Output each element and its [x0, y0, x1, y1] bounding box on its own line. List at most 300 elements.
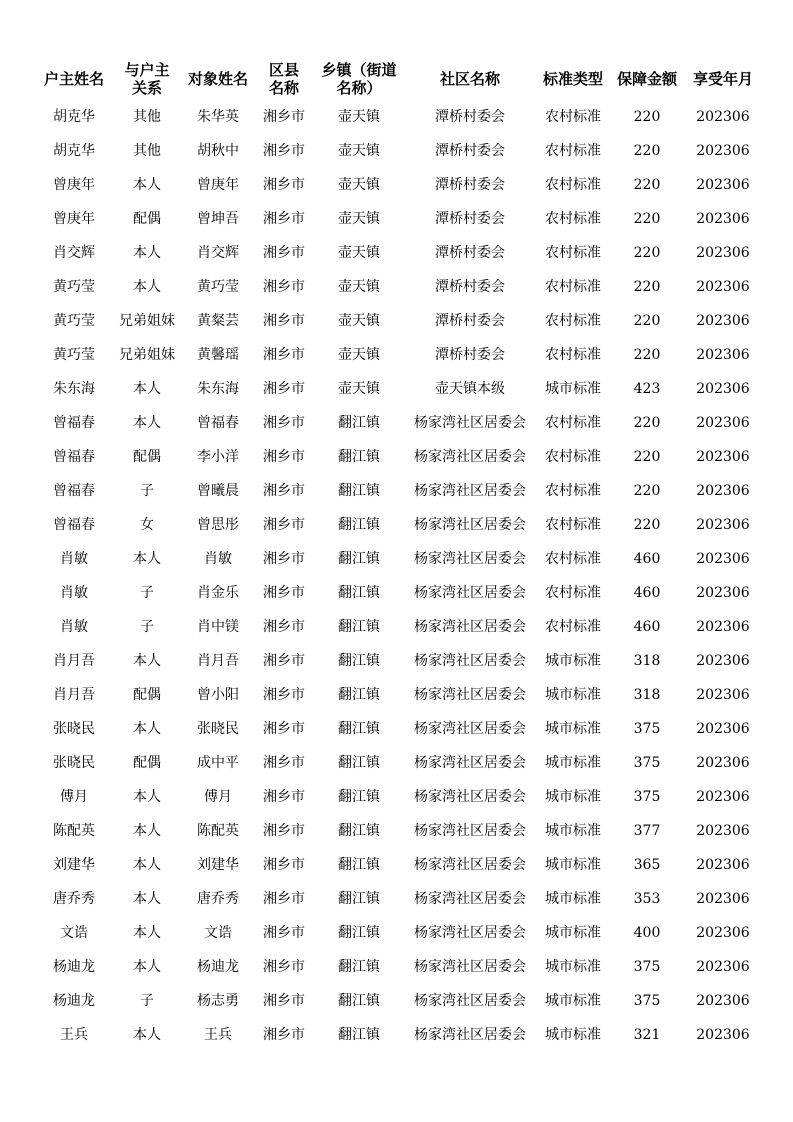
cell-relation: 配偶	[133, 687, 161, 703]
cell-community: 杨家湾社区居委会	[414, 823, 526, 839]
cell-recipient-name: 唐乔秀	[197, 891, 239, 907]
cell-town: 翻江镇	[338, 551, 380, 567]
cell-relation: 本人	[133, 925, 161, 941]
cell-head-name: 曾福春	[53, 483, 95, 499]
cell-recipient-name: 杨志勇	[197, 993, 239, 1009]
cell-relation: 本人	[133, 891, 161, 907]
table-row	[36, 814, 762, 848]
cell-head-name: 张晓民	[53, 721, 95, 737]
cell-head-name: 肖敏	[60, 585, 88, 601]
cell-head-name: 杨迪龙	[53, 993, 95, 1009]
cell-town: 壶天镇	[338, 313, 380, 329]
cell-period: 202306	[696, 653, 750, 669]
cell-county: 湘乡市	[263, 109, 305, 125]
column-header-line: 名称	[268, 79, 299, 97]
cell-head-name: 黄巧莹	[53, 347, 95, 363]
cell-recipient-name: 肖中镁	[197, 619, 239, 635]
cell-relation: 本人	[133, 959, 161, 975]
cell-community: 杨家湾社区居委会	[414, 687, 526, 703]
cell-period: 202306	[696, 449, 750, 465]
cell-standard-type: 农村标准	[545, 449, 601, 465]
cell-relation: 本人	[133, 245, 161, 261]
cell-town: 翻江镇	[338, 415, 380, 431]
cell-town: 壶天镇	[338, 279, 380, 295]
table-row	[36, 406, 762, 440]
cell-recipient-name: 刘建华	[197, 857, 239, 873]
column-header-line: 对象姓名	[187, 70, 248, 88]
cell-community: 杨家湾社区居委会	[414, 959, 526, 975]
cell-county: 湘乡市	[263, 857, 305, 873]
cell-period: 202306	[696, 857, 750, 873]
cell-recipient-name: 曾福春	[197, 415, 239, 431]
table-row	[36, 1018, 762, 1052]
cell-town: 翻江镇	[338, 653, 380, 669]
cell-recipient-name: 黄巧莹	[197, 279, 239, 295]
cell-standard-type: 城市标准	[545, 789, 601, 805]
cell-standard-type: 城市标准	[545, 755, 601, 771]
column-header-line: 保障金额	[616, 70, 677, 88]
cell-head-name: 肖敏	[60, 551, 88, 567]
cell-community: 杨家湾社区居委会	[414, 789, 526, 805]
cell-town: 翻江镇	[338, 823, 380, 839]
cell-period: 202306	[696, 245, 750, 261]
cell-town: 翻江镇	[338, 517, 380, 533]
cell-amount: 220	[633, 483, 661, 499]
cell-community: 杨家湾社区居委会	[414, 585, 526, 601]
table-row	[36, 100, 762, 134]
cell-head-name: 胡克华	[53, 109, 95, 125]
roster-table	[36, 58, 762, 1052]
cell-amount: 460	[633, 585, 661, 601]
cell-county: 湘乡市	[263, 415, 305, 431]
cell-period: 202306	[696, 755, 750, 771]
cell-standard-type: 农村标准	[545, 551, 601, 567]
table-row	[36, 576, 762, 610]
cell-relation: 兄弟姐妹	[119, 313, 175, 329]
cell-county: 湘乡市	[263, 279, 305, 295]
cell-town: 壶天镇	[338, 177, 380, 193]
cell-relation: 配偶	[133, 449, 161, 465]
cell-recipient-name: 朱东海	[197, 381, 239, 397]
cell-town: 壶天镇	[338, 143, 380, 159]
cell-town: 翻江镇	[338, 687, 380, 703]
cell-community: 杨家湾社区居委会	[414, 449, 526, 465]
cell-town: 翻江镇	[338, 789, 380, 805]
cell-amount: 460	[633, 619, 661, 635]
cell-standard-type: 农村标准	[545, 143, 601, 159]
cell-recipient-name: 王兵	[204, 1027, 232, 1043]
table-row	[36, 882, 762, 916]
cell-head-name: 文诰	[60, 925, 88, 941]
cell-community: 杨家湾社区居委会	[414, 517, 526, 533]
column-header-line: 户主姓名	[43, 70, 104, 88]
cell-town: 翻江镇	[338, 619, 380, 635]
cell-relation: 本人	[133, 1027, 161, 1043]
cell-community: 杨家湾社区居委会	[414, 993, 526, 1009]
cell-amount: 220	[633, 415, 661, 431]
cell-town: 翻江镇	[338, 925, 380, 941]
cell-head-name: 唐乔秀	[53, 891, 95, 907]
cell-town: 翻江镇	[338, 449, 380, 465]
cell-relation: 配偶	[133, 211, 161, 227]
cell-recipient-name: 肖敏	[204, 551, 232, 567]
cell-period: 202306	[696, 279, 750, 295]
cell-recipient-name: 曾曦晨	[197, 483, 239, 499]
cell-standard-type: 农村标准	[545, 483, 601, 499]
table-row	[36, 780, 762, 814]
cell-amount: 375	[633, 959, 661, 975]
cell-county: 湘乡市	[263, 347, 305, 363]
cell-period: 202306	[696, 177, 750, 193]
cell-recipient-name: 肖交辉	[197, 245, 239, 261]
column-header-line: 与户主	[124, 61, 170, 79]
cell-community: 潭桥村委会	[435, 143, 505, 159]
cell-relation: 本人	[133, 789, 161, 805]
cell-amount: 220	[633, 143, 661, 159]
cell-head-name: 王兵	[60, 1027, 88, 1043]
cell-community: 杨家湾社区居委会	[414, 925, 526, 941]
table-row	[36, 848, 762, 882]
cell-county: 湘乡市	[263, 381, 305, 397]
cell-relation: 其他	[133, 143, 161, 159]
cell-community: 壶天镇本级	[435, 381, 505, 397]
cell-recipient-name: 朱华英	[197, 109, 239, 125]
cell-community: 潭桥村委会	[435, 279, 505, 295]
cell-relation: 其他	[133, 109, 161, 125]
cell-head-name: 曾福春	[53, 415, 95, 431]
cell-amount: 321	[633, 1027, 661, 1043]
cell-county: 湘乡市	[263, 823, 305, 839]
cell-amount: 377	[633, 823, 661, 839]
cell-standard-type: 城市标准	[545, 959, 601, 975]
cell-relation: 本人	[133, 177, 161, 193]
cell-amount: 460	[633, 551, 661, 567]
cell-standard-type: 农村标准	[545, 177, 601, 193]
cell-amount: 353	[633, 891, 661, 907]
cell-head-name: 刘建华	[53, 857, 95, 873]
cell-period: 202306	[696, 143, 750, 159]
cell-period: 202306	[696, 551, 750, 567]
cell-relation: 女	[140, 517, 154, 533]
cell-amount: 375	[633, 755, 661, 771]
cell-relation: 本人	[133, 381, 161, 397]
column-header-county	[254, 58, 314, 100]
cell-head-name: 张晓民	[53, 755, 95, 771]
cell-head-name: 黄巧莹	[53, 313, 95, 329]
table-header	[36, 58, 762, 100]
cell-community: 杨家湾社区居委会	[414, 415, 526, 431]
cell-head-name: 胡克华	[53, 143, 95, 159]
cell-amount: 220	[633, 177, 661, 193]
cell-town: 翻江镇	[338, 721, 380, 737]
cell-community: 杨家湾社区居委会	[414, 653, 526, 669]
header-row	[36, 58, 762, 100]
cell-standard-type: 农村标准	[545, 619, 601, 635]
cell-community: 潭桥村委会	[435, 245, 505, 261]
cell-period: 202306	[696, 687, 750, 703]
cell-county: 湘乡市	[263, 483, 305, 499]
cell-amount: 375	[633, 721, 661, 737]
cell-period: 202306	[696, 313, 750, 329]
cell-county: 湘乡市	[263, 143, 305, 159]
table-body	[36, 100, 762, 1052]
cell-head-name: 曾福春	[53, 449, 95, 465]
cell-head-name: 肖月吾	[53, 687, 95, 703]
cell-county: 湘乡市	[263, 211, 305, 227]
table-row	[36, 712, 762, 746]
cell-town: 壶天镇	[338, 211, 380, 227]
cell-period: 202306	[696, 483, 750, 499]
cell-head-name: 黄巧莹	[53, 279, 95, 295]
cell-community: 杨家湾社区居委会	[414, 755, 526, 771]
column-header-line: 名称）	[336, 79, 382, 97]
cell-community: 杨家湾社区居委会	[414, 1027, 526, 1043]
table-row	[36, 984, 762, 1018]
cell-recipient-name: 肖月吾	[197, 653, 239, 669]
cell-recipient-name: 张晓民	[197, 721, 239, 737]
cell-standard-type: 农村标准	[545, 517, 601, 533]
cell-period: 202306	[696, 993, 750, 1009]
cell-head-name: 肖月吾	[53, 653, 95, 669]
cell-standard-type: 城市标准	[545, 381, 601, 397]
cell-head-name: 肖敏	[60, 619, 88, 635]
table-row	[36, 542, 762, 576]
cell-town: 翻江镇	[338, 857, 380, 873]
cell-relation: 本人	[133, 415, 161, 431]
cell-period: 202306	[696, 381, 750, 397]
cell-amount: 375	[633, 993, 661, 1009]
cell-standard-type: 城市标准	[545, 857, 601, 873]
cell-standard-type: 农村标准	[545, 109, 601, 125]
cell-period: 202306	[696, 109, 750, 125]
cell-period: 202306	[696, 959, 750, 975]
cell-amount: 220	[633, 211, 661, 227]
cell-relation: 子	[140, 619, 154, 635]
cell-relation: 配偶	[133, 755, 161, 771]
table-row	[36, 134, 762, 168]
cell-head-name: 杨迪龙	[53, 959, 95, 975]
cell-standard-type: 农村标准	[545, 245, 601, 261]
cell-recipient-name: 曾思彤	[197, 517, 239, 533]
cell-town: 翻江镇	[338, 585, 380, 601]
table-row	[36, 304, 762, 338]
cell-community: 潭桥村委会	[435, 313, 505, 329]
table-row	[36, 644, 762, 678]
cell-amount: 220	[633, 109, 661, 125]
cell-period: 202306	[696, 211, 750, 227]
table-row	[36, 474, 762, 508]
table-row	[36, 168, 762, 202]
cell-town: 翻江镇	[338, 1027, 380, 1043]
cell-standard-type: 城市标准	[545, 687, 601, 703]
cell-community: 杨家湾社区居委会	[414, 891, 526, 907]
column-header-relation	[112, 58, 182, 100]
cell-county: 湘乡市	[263, 687, 305, 703]
cell-county: 湘乡市	[263, 653, 305, 669]
cell-recipient-name: 曾坤吾	[197, 211, 239, 227]
cell-period: 202306	[696, 585, 750, 601]
cell-recipient-name: 李小洋	[197, 449, 239, 465]
cell-relation: 子	[140, 483, 154, 499]
cell-relation: 本人	[133, 551, 161, 567]
cell-period: 202306	[696, 347, 750, 363]
cell-county: 湘乡市	[263, 245, 305, 261]
cell-community: 潭桥村委会	[435, 109, 505, 125]
cell-recipient-name: 杨迪龙	[197, 959, 239, 975]
cell-period: 202306	[696, 789, 750, 805]
cell-community: 杨家湾社区居委会	[414, 721, 526, 737]
cell-head-name: 朱东海	[53, 381, 95, 397]
cell-town: 壶天镇	[338, 245, 380, 261]
cell-county: 湘乡市	[263, 449, 305, 465]
column-header-head-name	[36, 58, 112, 100]
cell-recipient-name: 肖金乐	[197, 585, 239, 601]
cell-amount: 220	[633, 517, 661, 533]
column-header-period	[684, 58, 762, 100]
cell-recipient-name: 成中平	[197, 755, 239, 771]
cell-amount: 375	[633, 789, 661, 805]
cell-period: 202306	[696, 415, 750, 431]
cell-amount: 220	[633, 245, 661, 261]
cell-recipient-name: 胡秋中	[197, 143, 239, 159]
cell-period: 202306	[696, 891, 750, 907]
cell-relation: 本人	[133, 823, 161, 839]
cell-standard-type: 农村标准	[545, 211, 601, 227]
cell-standard-type: 城市标准	[545, 993, 601, 1009]
cell-recipient-name: 陈配英	[197, 823, 239, 839]
cell-town: 翻江镇	[338, 891, 380, 907]
cell-recipient-name: 曾庚年	[197, 177, 239, 193]
column-header-town	[314, 58, 404, 100]
cell-standard-type: 城市标准	[545, 823, 601, 839]
cell-county: 湘乡市	[263, 551, 305, 567]
cell-standard-type: 农村标准	[545, 279, 601, 295]
column-header-line: 区县	[268, 61, 299, 79]
cell-amount: 365	[633, 857, 661, 873]
cell-county: 湘乡市	[263, 313, 305, 329]
cell-county: 湘乡市	[263, 789, 305, 805]
cell-town: 翻江镇	[338, 959, 380, 975]
table-row	[36, 746, 762, 780]
cell-head-name: 曾庚年	[53, 177, 95, 193]
cell-community: 杨家湾社区居委会	[414, 551, 526, 567]
table-row	[36, 440, 762, 474]
cell-relation: 本人	[133, 721, 161, 737]
cell-standard-type: 城市标准	[545, 653, 601, 669]
cell-county: 湘乡市	[263, 517, 305, 533]
cell-county: 湘乡市	[263, 993, 305, 1009]
assistance-roster	[36, 58, 762, 1052]
table-row	[36, 372, 762, 406]
cell-town: 翻江镇	[338, 483, 380, 499]
cell-standard-type: 农村标准	[545, 585, 601, 601]
cell-county: 湘乡市	[263, 177, 305, 193]
cell-county: 湘乡市	[263, 619, 305, 635]
cell-town: 翻江镇	[338, 993, 380, 1009]
cell-amount: 318	[633, 687, 661, 703]
cell-amount: 220	[633, 347, 661, 363]
cell-county: 湘乡市	[263, 959, 305, 975]
cell-head-name: 曾福春	[53, 517, 95, 533]
cell-head-name: 傅月	[60, 789, 88, 805]
cell-county: 湘乡市	[263, 755, 305, 771]
cell-community: 杨家湾社区居委会	[414, 619, 526, 635]
column-header-line: 社区名称	[439, 70, 500, 88]
cell-community: 杨家湾社区居委会	[414, 483, 526, 499]
table-row	[36, 270, 762, 304]
table-row	[36, 508, 762, 542]
cell-standard-type: 城市标准	[545, 891, 601, 907]
cell-town: 翻江镇	[338, 755, 380, 771]
cell-recipient-name: 曾小阳	[197, 687, 239, 703]
column-header-line: 标准类型	[542, 70, 603, 88]
cell-relation: 子	[140, 993, 154, 1009]
column-header-recipient-name	[182, 58, 254, 100]
cell-amount: 220	[633, 279, 661, 295]
cell-recipient-name: 黄馨瑶	[197, 347, 239, 363]
cell-relation: 本人	[133, 653, 161, 669]
cell-community: 潭桥村委会	[435, 211, 505, 227]
cell-standard-type: 城市标准	[545, 925, 601, 941]
cell-amount: 220	[633, 313, 661, 329]
cell-relation: 子	[140, 585, 154, 601]
cell-recipient-name: 文诰	[204, 925, 232, 941]
column-header-line: 享受年月	[692, 70, 753, 88]
cell-relation: 兄弟姐妹	[119, 347, 175, 363]
cell-period: 202306	[696, 925, 750, 941]
cell-standard-type: 农村标准	[545, 347, 601, 363]
cell-period: 202306	[696, 517, 750, 533]
cell-amount: 423	[633, 381, 661, 397]
table-row	[36, 678, 762, 712]
cell-recipient-name: 傅月	[204, 789, 232, 805]
cell-county: 湘乡市	[263, 585, 305, 601]
cell-standard-type: 城市标准	[545, 1027, 601, 1043]
cell-town: 壶天镇	[338, 381, 380, 397]
cell-town: 壶天镇	[338, 109, 380, 125]
cell-county: 湘乡市	[263, 1027, 305, 1043]
cell-standard-type: 农村标准	[545, 415, 601, 431]
column-header-standard-type	[536, 58, 610, 100]
cell-recipient-name: 黄粲芸	[197, 313, 239, 329]
cell-amount: 318	[633, 653, 661, 669]
column-header-line: 关系	[131, 79, 162, 97]
cell-town: 壶天镇	[338, 347, 380, 363]
cell-head-name: 曾庚年	[53, 211, 95, 227]
cell-standard-type: 城市标准	[545, 721, 601, 737]
table-row	[36, 202, 762, 236]
cell-county: 湘乡市	[263, 925, 305, 941]
cell-period: 202306	[696, 823, 750, 839]
cell-period: 202306	[696, 619, 750, 635]
cell-head-name: 肖交辉	[53, 245, 95, 261]
cell-period: 202306	[696, 1027, 750, 1043]
table-row	[36, 916, 762, 950]
cell-community: 潭桥村委会	[435, 177, 505, 193]
cell-relation: 本人	[133, 279, 161, 295]
cell-head-name: 陈配英	[53, 823, 95, 839]
cell-county: 湘乡市	[263, 891, 305, 907]
cell-county: 湘乡市	[263, 721, 305, 737]
column-header-community	[404, 58, 536, 100]
table-row	[36, 338, 762, 372]
cell-relation: 本人	[133, 857, 161, 873]
table-row	[36, 610, 762, 644]
cell-standard-type: 农村标准	[545, 313, 601, 329]
cell-amount: 400	[633, 925, 661, 941]
column-header-line: 乡镇（街道	[321, 61, 397, 79]
cell-community: 潭桥村委会	[435, 347, 505, 363]
